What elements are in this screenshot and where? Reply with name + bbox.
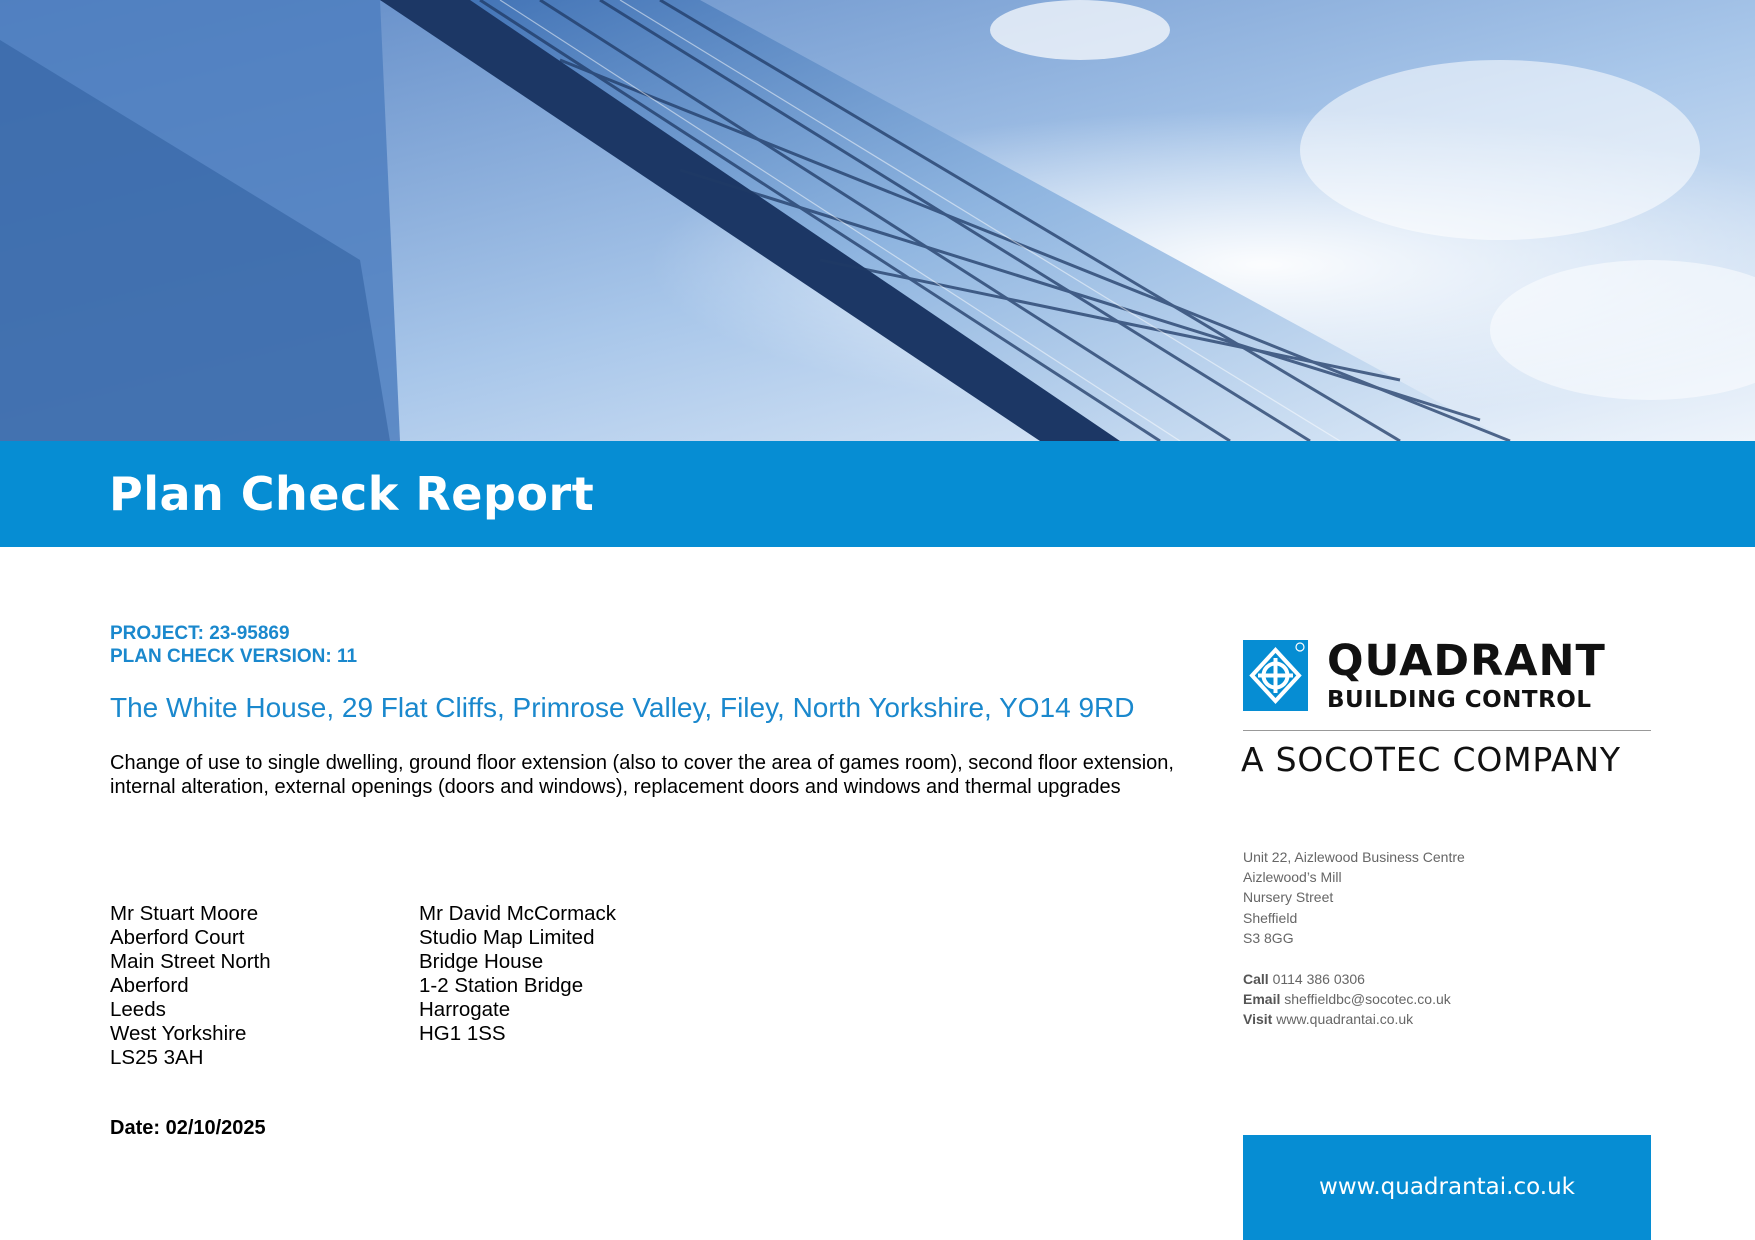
plan-check-version: PLAN CHECK VERSION: 11	[110, 646, 358, 667]
applicant-line: West Yorkshire	[110, 1022, 247, 1045]
email-value[interactable]: sheffieldbc@socotec.co.uk	[1284, 991, 1451, 1008]
site-address: The White House, 29 Flat Cliffs, Primrose Valley, Filey, North Yorkshire, YO14 9RD	[110, 692, 1135, 723]
call-value[interactable]: 0114 386 0306	[1272, 971, 1365, 987]
logo-word-building-control: BUILDING CONTROL	[1327, 687, 1592, 713]
applicant-line: Main Street North	[110, 950, 271, 973]
contact-call	[1243, 969, 1451, 989]
agent-line: HG1 1SS	[419, 1022, 506, 1045]
contact-visit	[1243, 1009, 1451, 1029]
date-value: 02/10/2025	[165, 1117, 266, 1139]
office-line: Sheffield	[1243, 909, 1298, 926]
contact-details	[1243, 969, 1451, 1030]
visit-label: Visit	[1243, 1011, 1273, 1028]
report-date	[110, 1117, 266, 1140]
hero-illustration	[0, 0, 1755, 441]
applicant-line: Aberford Court	[110, 926, 245, 949]
logo-divider	[1243, 730, 1651, 731]
project-info	[110, 622, 357, 668]
agent-line: Mr David McCormack	[419, 902, 617, 925]
office-line: S3 8GG	[1243, 929, 1294, 946]
title-banner	[0, 441, 1755, 547]
project-description: Change of use to single dwelling, ground floor extension (also to cover the area of games room), second floor extension, internal alteration, external openings (doors and windows), replacement doors and windows and thermal upgrades	[110, 752, 1174, 798]
website-link[interactable]: www.quadrantai.co.uk	[1243, 1135, 1651, 1240]
email-label: Email	[1243, 991, 1281, 1008]
logo-socotec-tagline: A SOCOTEC COMPANY	[1241, 740, 1621, 779]
applicant-line: LS25 3AH	[110, 1046, 204, 1069]
office-line: Aizlewood’s Mill	[1243, 869, 1342, 886]
office-line: Nursery Street	[1243, 889, 1334, 906]
agent-line: 1-2 Station Bridge	[419, 974, 584, 997]
agent-line: Harrogate	[419, 998, 511, 1021]
applicant-line: Leeds	[110, 998, 166, 1021]
applicant-address	[110, 902, 271, 1070]
contact-email	[1243, 989, 1451, 1009]
office-line: Unit 22, Aizlewood Business Centre	[1243, 849, 1465, 865]
office-address	[1243, 847, 1465, 948]
quadrant-logo-mark-icon	[1243, 640, 1308, 711]
call-label: Call	[1243, 971, 1269, 987]
report-title: Plan Check Report	[109, 467, 595, 521]
applicant-line: Aberford	[110, 974, 189, 997]
date-label: Date:	[110, 1117, 161, 1139]
agent-line: Bridge House	[419, 950, 544, 973]
hero-building-image	[0, 0, 1755, 441]
logo-word-quadrant: QUADRANT	[1327, 636, 1606, 686]
agent-address	[419, 902, 616, 1046]
applicant-line: Mr Stuart Moore	[110, 902, 259, 925]
visit-value[interactable]: www.quadrantai.co.uk	[1276, 1011, 1414, 1028]
agent-line: Studio Map Limited	[419, 926, 595, 949]
project-number: PROJECT: 23-95869	[110, 623, 290, 644]
